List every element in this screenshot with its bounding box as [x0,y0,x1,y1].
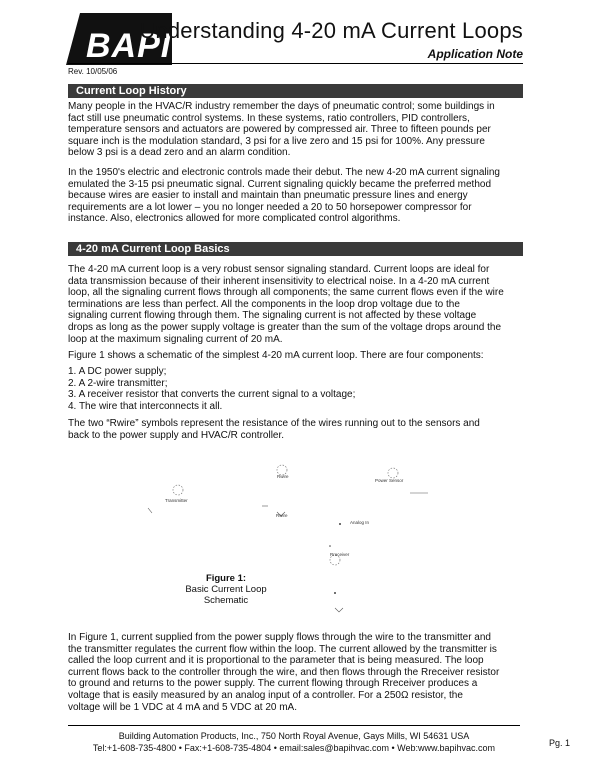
history-paragraph-1: Many people in the HVAC/R industry remember the days of pneumatic control; some buildings in fact still use pneumatic control systems. In these systems, ratio controllers, PID controllers, temperature sensors and actuators are powered by compressed air. Three to fifteen pounds per square inch is the modulation standard, 3 psi for a live zero and 15 psi for 100%. Any pressure below 3 psi is a dead zero and an alarm condition. [68,101,495,159]
figure-label-analog: Analog In [350,520,370,525]
page-title: Understanding 4-20 mA Current Loops [139,18,523,43]
revision-date: Rev. 10/05/06 [68,67,118,76]
footer-contact: Tel:+1-608-735-4800 • Fax:+1-608-735-4804 • email:sales@bapihvac.com • Web:www.bapihvac.com [92,743,496,753]
footer [68,730,520,754]
footer-address: Building Automation Products, Inc., 750 North Royal Avenue, Gays Mills, WI 54631 USA [118,731,470,741]
basics-paragraph-1: The 4-20 mA current loop is a very robust sensor signaling standard. Current loops are ideal for data transmission because of their inherent insensitivity to electrical noise. In a 4-20 mA current loop, all the signaling current flows through all components; the same current flows even if the wire terminations are less than perfect. All the components in the loop drop voltage due to the signaling current flowing through them. The signaling current is not affected by these voltage drops as long as the power supply voltage is greater than the sum of the voltage drops around the loop at the maximum signaling current of 20 mA. [68,264,504,345]
list-item: 3. A receiver resistor that converts the current signal to a voltage; [68,389,356,401]
figure-caption: Figure 1: Basic Current Loop Schematic [185,573,267,606]
history-paragraph-2: In the 1950's electric and electronic controls made their debut. The new 4-20 mA current signaling emulated the 3-15 psi pneumatic signal. Current signaling quickly became the preferred method because wires are easier to install and maintain than pneumatic pressure lines and energy requirements are a lot lower – you no longer needed a 20 to 50 horsepower compressor for instance. Also, electronics allowed for more complicated control algorithms. [68,167,500,225]
list-item: 4. The wire that interconnects it all. [68,400,223,412]
closing-paragraph: In Figure 1, current supplied from the power supply flows through the wire to the transmitter and the transmitter regulates the current flow within the loop. The current allowed by the transmitter is called the loop current and it is proportional to the parameter that is being measured. The loop current flows back to the controller through the wire, and then flows through the Rreceiver resistor to ground and returns to the power supply. The current flowing through Rreceiver produces a voltage that is easily measured by an analog input of a controller. For a 250Ω resistor, the voltage will be 1 VDC at 4 mA and 5 VDC at 20 mA. [68,632,500,713]
page-subtitle: Application Note [427,47,523,61]
list-item: 2. A 2-wire transmitter; [68,377,168,389]
figure-label-receiver: Rreceiver [330,552,350,557]
figure-label-sensor: Power Sensor [375,478,404,483]
header-divider [68,63,523,64]
figure-label-rwire-mid: Rwire [276,513,288,518]
figure-label-rwire-top: Rwire [277,474,289,479]
rwire-paragraph: The two “Rwire” symbols represent the resistance of the wires running out to the sensors and back to the power supply and HVAC/R controller. [68,418,480,441]
logo-text: BAPI [86,27,172,65]
figure-label-power: Transmitter [165,498,188,503]
page-number: Pg. 1 [548,738,570,748]
section-heading-history: Current Loop History [68,84,523,98]
basics-paragraph-2: Figure 1 shows a schematic of the simplest 4-20 mA current loop. There are four components: [68,350,484,361]
section-heading-basics: 4-20 mA Current Loop Basics [68,242,523,256]
footer-divider [68,725,520,726]
component-list [68,366,355,412]
list-item: 1. A DC power supply; [68,366,167,377]
